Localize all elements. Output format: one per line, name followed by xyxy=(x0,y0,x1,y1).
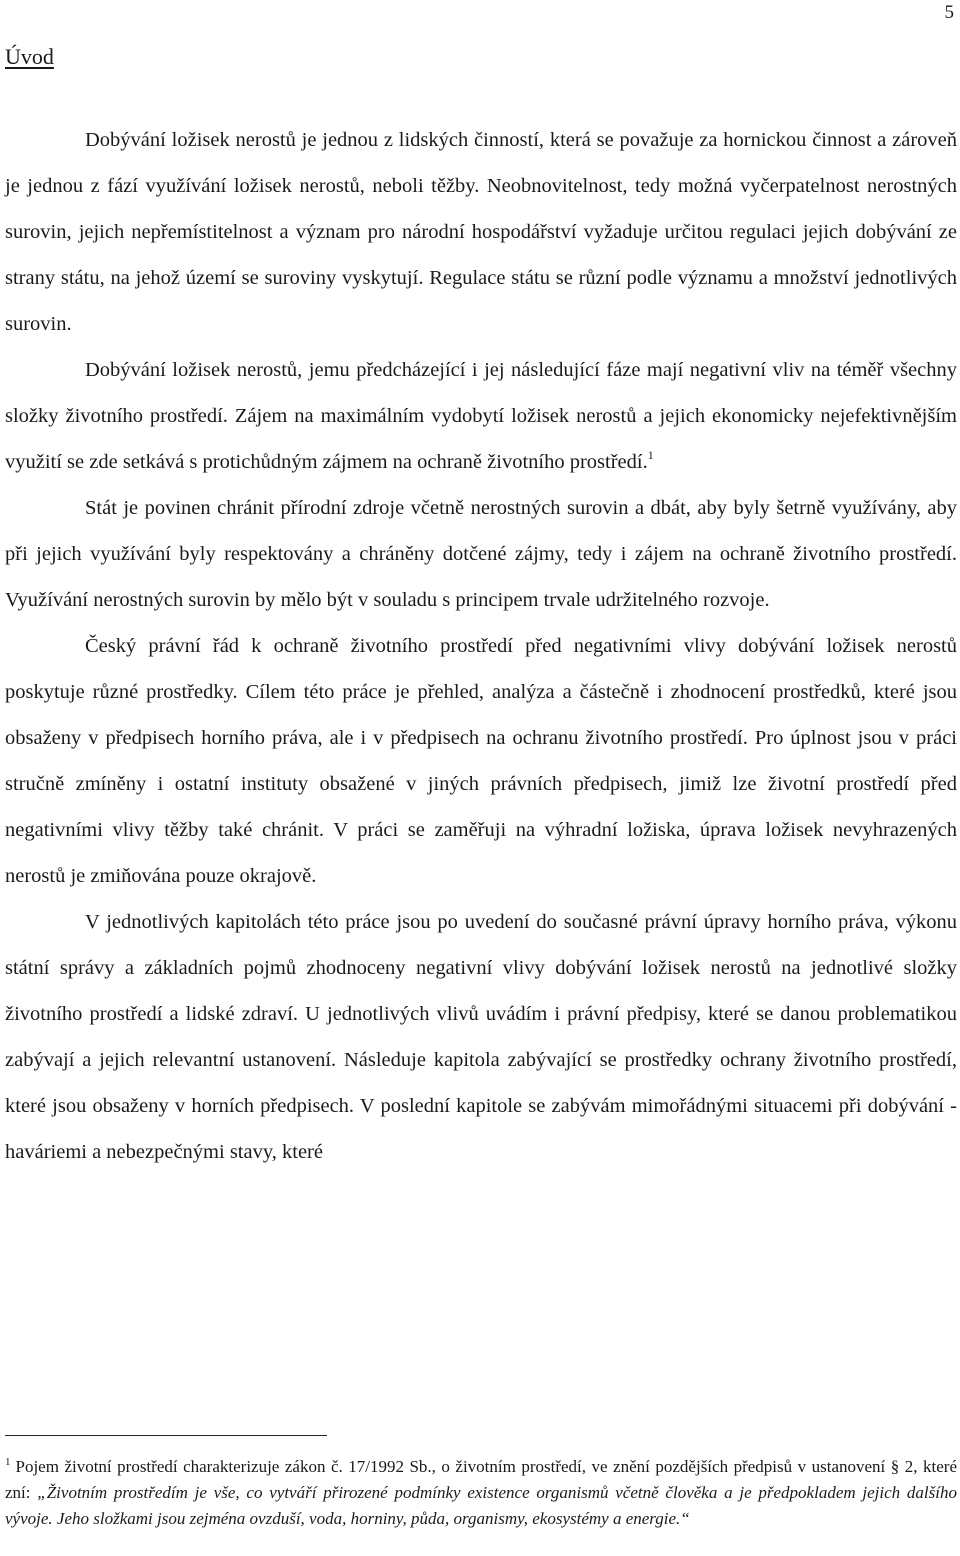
paragraph-1: Dobývání ložisek nerostů je jednou z lidských činností, která se považuje za hornickou činnost a zároveň je jednou z fází využívání ložisek nerostů, neboli těžby. Neobnovitelnost, tedy možná vyčerpatelnost nerostných surovin, jejich nepřemístitelnost a význam pro národní hospodářství vyžaduje určitou regulaci jejich dobývání ze strany státu, na jehož území se suroviny vyskytují. Regulace státu se různí podle významu a množství jednotlivých surovin. xyxy=(5,129,957,335)
page-number: 5 xyxy=(944,2,954,23)
footnote-reference: 1 xyxy=(647,448,654,462)
body-text xyxy=(5,117,957,1175)
paragraph-2 xyxy=(5,347,957,485)
section-heading: Úvod xyxy=(5,44,54,69)
paragraph-4: Český právní řád k ochraně životního prostředí před negativními vlivy dobývání ložisek nerostů poskytuje různé prostředky. Cílem této práce je přehled, analýza a částečně i zhodnocení prostředků, které jsou obsaženy v předpisech horního práva, ale i v předpisech na ochranu životního prostředí. Pro úplnost jsou v práci stručně zmíněny i ostatní instituty obsažené v jiných právních předpisech, jimiž lze životní prostředí před negativními vlivy těžby také chránit. V práci se zaměřuji na výhradní ložiska, úprava ložisek nevyhrazených nerostů je zmiňována pouze okrajově. xyxy=(5,635,957,887)
paragraph-5: V jednotlivých kapitolách této práce jsou po uvedení do současné právní úpravy horního práva, výkonu státní správy a základních pojmů zhodnoceny negativní vlivy dobývání ložisek nerostů na jednotlivé složky životního prostředí a lidské zdraví. U jednotlivých vlivů uvádím i právní předpisy, které se danou problematikou zabývají a jejich relevantní ustanovení. Následuje kapitola zabývající se prostředky ochrany životního prostředí, které jsou obsaženy v horních předpisech. V poslední kapitole se zabývám mimořádnými situacemi při dobývání - haváriemi a nebezpečnými stavy, které xyxy=(5,911,957,1163)
paragraph-3: Stát je povinen chránit přírodní zdroje včetně nerostných surovin a dbát, aby byly šetrně využívány, aby při jejich využívání byly respektovány a chráněny dotčené zájmy, tedy i zájem na ochraně životního prostředí. Využívání nerostných surovin by mělo být v souladu s principem trvale udržitelného rozvoje. xyxy=(5,497,957,611)
footnote-quote: „Životním prostředím je vše, co vytváří přirozené podmínky existence organismů včetně člověka a je předpokladem jejich dalšího vývoje. Jeho složkami jsou zejména ovzduší, voda, horniny, půda, organismy, ekosystémy a energie.“ xyxy=(5,1483,957,1528)
document-page xyxy=(5,0,957,1556)
footnote xyxy=(5,1454,957,1532)
paragraph-2-text: Dobývání ložisek nerostů, jemu předcházející i jej následující fáze mají negativní vliv na téměř všechny složky životního prostředí. Zájem na maximálním vydobytí ložisek nerostů a jejich ekonomicky nejefektivnějším využití se zde setkává s protichůdným zájmem na ochraně životního prostředí. xyxy=(5,359,957,473)
footnote-number: 1 xyxy=(5,1456,11,1468)
footnote-separator xyxy=(5,1435,327,1436)
footnote-text: Pojem životní prostředí charakterizuje zákon č. 17/1992 Sb., o životním prostředí, ve znění pozdějších předpisů v ustanovení § 2, které zní: xyxy=(5,1457,957,1502)
